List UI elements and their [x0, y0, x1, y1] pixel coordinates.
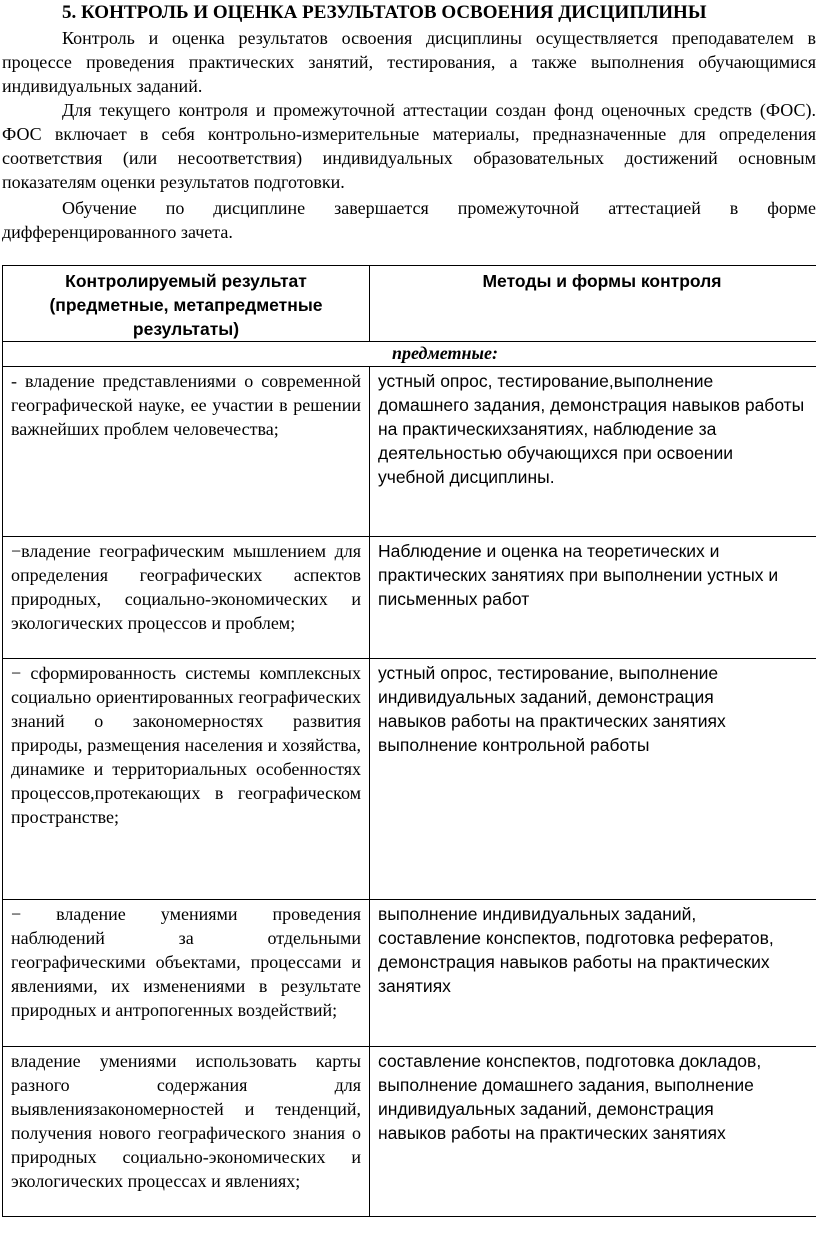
- section-row: [3, 342, 816, 367]
- result-text: − владение умениями проведения наблюдений за отдельными географическими объектами, процессами и явлениями, их изменениями в результате природных и антропогенных воздействий;: [11, 904, 361, 1020]
- paragraph-fos-description: Для текущего контроля и промежуточной аттестации создан фонд оценочных средств (ФОС). ФОС включает в себя контрольно-измерительные материалы, предназначенные для определения соответствия (или несоответствия) индивидуальных образовательных достижений основным показателям оценки результатов подготовки.: [2, 100, 816, 192]
- header-methods: Методы и формы контроля: [482, 271, 722, 291]
- header-result: Контролируемый результат (предметные, метапредметные результаты): [49, 271, 323, 339]
- table-row: [3, 900, 816, 1047]
- result-text: −владение географическим мышлением для определения географических аспектов природных, социально-экономических и экологических процессов и проблем;: [11, 541, 361, 633]
- result-cell: [3, 1047, 370, 1217]
- header-methods-cell: [370, 266, 816, 342]
- paragraph-final-attestation: Обучение по дисциплине завершается промежуточной аттестацией в форме дифференцированного зачета.: [2, 198, 816, 242]
- table-row: [3, 1047, 816, 1217]
- methods-cell: [370, 659, 816, 900]
- paragraph-control-description: Контроль и оценка результатов освоения дисциплины осуществляется преподавателем в процессе проведения практических занятий, тестирования, а также выполнения обучающимися индивидуальных заданий.: [2, 28, 816, 96]
- control-results-table: [2, 265, 816, 1217]
- result-text: владение умениями использовать карты разного содержания для выявлениязакономерностей и тенденций, получения нового географического знания о природных социально-экономических и экологических процессах и явлениях;: [11, 1051, 361, 1191]
- result-cell: [3, 367, 370, 537]
- result-text: − сформированность системы комплексных социально ориентированных географических знаний о закономерностях развития природы, размещения населения и хозяйства, динамике и территориальных особенностях процессов,протекающих в географическом пространстве;: [11, 663, 361, 827]
- methods-text: устный опрос, тестирование,выполнение домашнего задания, демонстрация навыков работы на практическихзанятиях, наблюдение за деятельностью обучающихся при освоении учебной дисциплины.: [378, 371, 805, 487]
- methods-text: устный опрос, тестирование, выполнение индивидуальных заданий, демонстрация навыков работы на практических занятиях выполнение контрольной работы: [378, 663, 726, 755]
- section-label-cell: [3, 342, 816, 367]
- result-cell: [3, 537, 370, 659]
- methods-cell: [370, 367, 816, 537]
- table-row: [3, 537, 816, 659]
- result-cell: [3, 659, 370, 900]
- result-text: - владение представлениями о современной географической науке, ее участии в решении важнейших проблем человечества;: [11, 371, 361, 439]
- methods-cell: [370, 1047, 816, 1217]
- methods-text: составление конспектов, подготовка докладов, выполнение домашнего задания, выполнение индивидуальных заданий, демонстрация навыков работы на практических занятиях: [378, 1051, 762, 1143]
- section-label: предметные:: [391, 343, 498, 363]
- section-heading: 5. КОНТРОЛЬ И ОЦЕНКА РЕЗУЛЬТАТОВ ОСВОЕНИЯ ДИСЦИПЛИНЫ: [62, 2, 707, 23]
- methods-cell: [370, 900, 816, 1047]
- methods-text: выполнение индивидуальных заданий, составление конспектов, подготовка рефератов, демонстрация навыков работы на практических занятиях: [378, 904, 774, 996]
- table-header-row: [3, 266, 816, 342]
- methods-cell: [370, 537, 816, 659]
- table-row: [3, 659, 816, 900]
- methods-text: Наблюдение и оценка на теоретических и практических занятиях при выполнении устных и письменных работ: [378, 541, 779, 609]
- header-result-cell: [3, 266, 370, 342]
- result-cell: [3, 900, 370, 1047]
- table-row: [3, 367, 816, 537]
